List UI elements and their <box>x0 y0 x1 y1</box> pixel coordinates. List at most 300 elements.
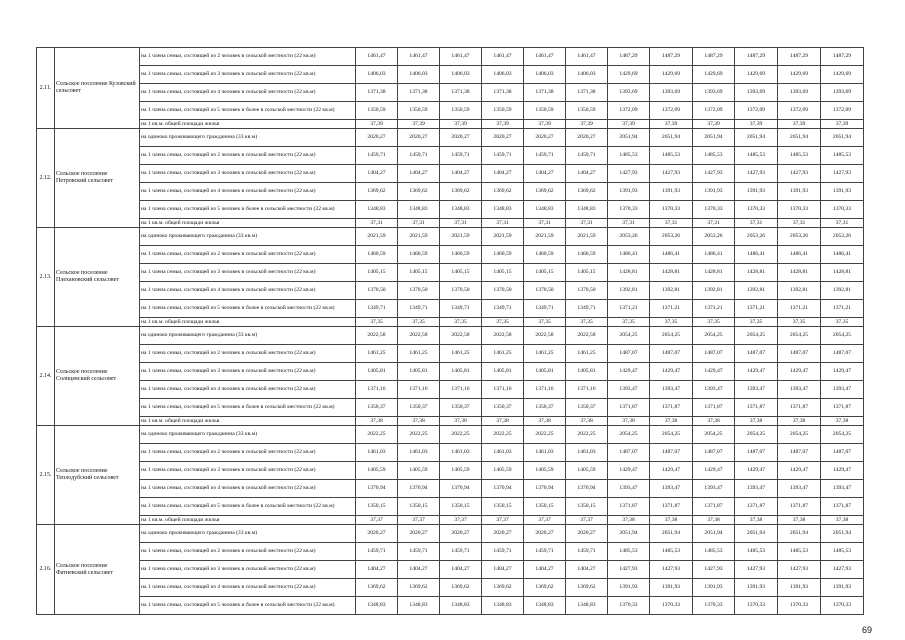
value-cell: 1371,16 <box>566 381 608 399</box>
group-code-cell: 2.12. <box>37 129 55 228</box>
value-cell: 1406,03 <box>356 66 398 84</box>
value-cell: 37,35 <box>735 318 778 327</box>
value-cell: 2021,59 <box>566 228 608 246</box>
value-cell: 1487,07 <box>735 444 778 462</box>
row-label-cell: на 1 члена семьи, состоящей из 2 человек в сельской местности (22 кв.м) <box>140 246 356 264</box>
value-cell: 1428,81 <box>778 264 821 282</box>
value-cell: 1428,81 <box>608 264 650 282</box>
value-cell: 37,37 <box>482 516 524 525</box>
value-cell: 37,39 <box>650 120 693 129</box>
value-cell: 2022,25 <box>566 426 608 444</box>
value-cell: 37,37 <box>398 516 440 525</box>
value-cell: 1392,81 <box>821 282 864 300</box>
value-cell: 1485,53 <box>608 543 650 561</box>
value-cell: 37,38 <box>821 417 864 426</box>
value-cell: 1372,09 <box>778 102 821 120</box>
table-row <box>37 399 864 417</box>
value-cell: 1370,50 <box>356 282 398 300</box>
value-cell: 1460,59 <box>566 246 608 264</box>
value-cell: 1348,83 <box>356 201 398 219</box>
value-cell: 37,35 <box>693 318 735 327</box>
value-cell: 1429,69 <box>693 66 735 84</box>
value-cell: 1427,93 <box>821 561 864 579</box>
row-label-cell: на 1 члена семьи, состоящей из 5 человек и более в сельской местности (22 кв.м) <box>140 300 356 318</box>
value-cell: 1371,87 <box>693 498 735 516</box>
value-cell: 2021,59 <box>440 228 482 246</box>
value-cell: 1391,93 <box>608 579 650 597</box>
value-cell: 2022,25 <box>482 426 524 444</box>
value-cell: 1405,15 <box>356 264 398 282</box>
settlement-name-cell: Сельское поселение Солнцевский сельсовет <box>55 327 140 426</box>
table-row <box>37 282 864 300</box>
value-cell: 1393,47 <box>735 480 778 498</box>
value-cell: 1427,93 <box>608 165 650 183</box>
value-cell: 1427,93 <box>778 165 821 183</box>
row-label-cell: на 1 члена семьи, состоящей из 2 человек в сельской местности (22 кв.м) <box>140 48 356 66</box>
value-cell: 37,38 <box>440 417 482 426</box>
value-cell: 1429,69 <box>650 66 693 84</box>
value-cell: 1460,59 <box>524 246 566 264</box>
table-row <box>37 597 864 615</box>
value-cell: 1370,94 <box>440 480 482 498</box>
value-cell: 2053,26 <box>735 228 778 246</box>
row-label-cell: на 1 члена семьи, состоящей из 3 человек в сельской местности (22 кв.м) <box>140 66 356 84</box>
value-cell: 1487,07 <box>821 345 864 363</box>
value-cell: 1371,87 <box>778 498 821 516</box>
value-cell: 1405,59 <box>356 462 398 480</box>
value-cell: 1370,50 <box>398 282 440 300</box>
value-cell: 1487,07 <box>608 444 650 462</box>
value-cell: 1371,87 <box>608 399 650 417</box>
value-cell: 1487,07 <box>650 444 693 462</box>
value-cell: 1391,93 <box>735 183 778 201</box>
value-cell: 1459,71 <box>398 543 440 561</box>
value-cell: 1350,15 <box>440 498 482 516</box>
value-cell: 1370,33 <box>608 201 650 219</box>
value-cell: 1487,07 <box>821 444 864 462</box>
value-cell: 2022,25 <box>398 426 440 444</box>
value-cell: 1460,59 <box>440 246 482 264</box>
table-row <box>37 84 864 102</box>
table-row <box>37 417 864 426</box>
value-cell: 1391,93 <box>735 579 778 597</box>
value-cell: 1350,37 <box>356 399 398 417</box>
value-cell: 2022,58 <box>440 327 482 345</box>
value-cell: 1461,03 <box>482 444 524 462</box>
value-cell: 1486,41 <box>778 246 821 264</box>
value-cell: 37,38 <box>821 516 864 525</box>
row-label-cell: на 1 члена семьи, состоящей из 4 человек в сельской местности (22 кв.м) <box>140 381 356 399</box>
value-cell: 1391,93 <box>778 183 821 201</box>
row-label-cell: на 1 члена семьи, состоящей из 2 человек в сельской местности (22 кв.м) <box>140 444 356 462</box>
value-cell: 1371,21 <box>608 300 650 318</box>
settlement-name-cell: Сельское поселение Теплодубский сельсовет <box>55 426 140 525</box>
table-row <box>37 561 864 579</box>
value-cell: 2022,25 <box>440 426 482 444</box>
value-cell: 1348,83 <box>524 201 566 219</box>
value-cell: 37,31 <box>821 219 864 228</box>
value-cell: 1393,47 <box>693 381 735 399</box>
table-row <box>37 579 864 597</box>
value-cell: 2022,58 <box>524 327 566 345</box>
value-cell: 1405,59 <box>482 462 524 480</box>
value-cell: 1348,83 <box>398 597 440 615</box>
value-cell: 1391,93 <box>608 183 650 201</box>
value-cell: 1460,59 <box>398 246 440 264</box>
settlement-name-cell: Сельское поселение Плехановский сельсовет <box>55 228 140 327</box>
value-cell: 1348,83 <box>482 597 524 615</box>
value-cell: 2020,27 <box>356 129 398 147</box>
value-cell: 1393,47 <box>778 381 821 399</box>
value-cell: 1371,16 <box>440 381 482 399</box>
value-cell: 1461,25 <box>524 345 566 363</box>
value-cell: 2022,58 <box>482 327 524 345</box>
table-row <box>37 516 864 525</box>
value-cell: 1461,47 <box>482 48 524 66</box>
value-cell: 2020,27 <box>566 129 608 147</box>
value-cell: 1349,71 <box>524 300 566 318</box>
value-cell: 37,35 <box>482 318 524 327</box>
value-cell: 1404,27 <box>398 165 440 183</box>
value-cell: 1348,83 <box>440 201 482 219</box>
value-cell: 2020,27 <box>524 525 566 543</box>
value-cell: 2051,94 <box>735 129 778 147</box>
value-cell: 2054,25 <box>778 426 821 444</box>
value-cell: 1349,71 <box>482 300 524 318</box>
value-cell: 37,38 <box>778 417 821 426</box>
value-cell: 1349,71 <box>566 300 608 318</box>
value-cell: 1370,33 <box>650 201 693 219</box>
value-cell: 1371,87 <box>778 399 821 417</box>
value-cell: 37,31 <box>735 219 778 228</box>
value-cell: 1485,53 <box>821 543 864 561</box>
value-cell: 37,31 <box>566 219 608 228</box>
table-row <box>37 201 864 219</box>
table-row <box>37 543 864 561</box>
value-cell: 1459,71 <box>524 147 566 165</box>
value-cell: 1350,59 <box>356 102 398 120</box>
value-cell: 1369,62 <box>356 183 398 201</box>
value-cell: 1459,71 <box>566 147 608 165</box>
value-cell: 1371,38 <box>566 84 608 102</box>
value-cell: 1461,47 <box>356 48 398 66</box>
value-cell: 1371,38 <box>398 84 440 102</box>
value-cell: 1369,62 <box>482 579 524 597</box>
row-label-cell: на 1 кв.м. общей площади жилья <box>140 417 356 426</box>
value-cell: 1404,27 <box>566 165 608 183</box>
table-row <box>37 480 864 498</box>
value-cell: 1350,59 <box>398 102 440 120</box>
value-cell: 37,38 <box>650 516 693 525</box>
value-cell: 1370,50 <box>440 282 482 300</box>
value-cell: 37,35 <box>821 318 864 327</box>
value-cell: 2020,27 <box>482 525 524 543</box>
value-cell: 1487,07 <box>693 345 735 363</box>
value-cell: 1486,41 <box>608 246 650 264</box>
value-cell: 1391,93 <box>821 183 864 201</box>
value-cell: 1486,41 <box>650 246 693 264</box>
value-cell: 1371,87 <box>821 399 864 417</box>
table-row <box>37 300 864 318</box>
value-cell: 37,38 <box>735 417 778 426</box>
value-cell: 37,38 <box>482 417 524 426</box>
value-cell: 1404,27 <box>482 165 524 183</box>
value-cell: 2022,58 <box>398 327 440 345</box>
value-cell: 1392,81 <box>778 282 821 300</box>
value-cell: 1405,15 <box>482 264 524 282</box>
value-cell: 37,39 <box>608 120 650 129</box>
value-cell: 1350,59 <box>524 102 566 120</box>
value-cell: 1372,09 <box>735 102 778 120</box>
value-cell: 37,35 <box>778 318 821 327</box>
value-cell: 1370,33 <box>778 597 821 615</box>
value-cell: 37,38 <box>356 417 398 426</box>
value-cell: 1429,47 <box>821 462 864 480</box>
table-row <box>37 525 864 543</box>
value-cell: 1404,27 <box>566 561 608 579</box>
value-cell: 1370,33 <box>735 597 778 615</box>
value-cell: 1370,33 <box>821 597 864 615</box>
value-cell: 2021,59 <box>482 228 524 246</box>
value-cell: 1348,83 <box>524 597 566 615</box>
value-cell: 2020,27 <box>356 525 398 543</box>
group-code-cell: 2.13. <box>37 228 55 327</box>
value-cell: 1371,21 <box>735 300 778 318</box>
value-cell: 1404,27 <box>524 561 566 579</box>
value-cell: 1348,83 <box>566 201 608 219</box>
value-cell: 1460,59 <box>356 246 398 264</box>
value-cell: 1369,62 <box>566 183 608 201</box>
value-cell: 1405,81 <box>440 363 482 381</box>
row-label-cell: на одиноко проживающего гражданина (33 кв.м) <box>140 327 356 345</box>
value-cell: 1406,03 <box>440 66 482 84</box>
value-cell: 1429,47 <box>650 462 693 480</box>
value-cell: 37,39 <box>566 120 608 129</box>
value-cell: 1350,59 <box>482 102 524 120</box>
value-cell: 1369,62 <box>356 579 398 597</box>
value-cell: 1487,29 <box>650 48 693 66</box>
value-cell: 1429,69 <box>735 66 778 84</box>
value-cell: 1460,59 <box>482 246 524 264</box>
value-cell: 1487,29 <box>778 48 821 66</box>
value-cell: 37,31 <box>778 219 821 228</box>
row-label-cell: на 1 члена семьи, состоящей из 2 человек в сельской местности (22 кв.м) <box>140 543 356 561</box>
value-cell: 37,38 <box>566 417 608 426</box>
table-row <box>37 426 864 444</box>
value-cell: 37,39 <box>398 120 440 129</box>
value-cell: 1370,94 <box>566 480 608 498</box>
row-label-cell: на 1 члена семьи, состоящей из 4 человек в сельской местности (22 кв.м) <box>140 579 356 597</box>
value-cell: 1487,29 <box>821 48 864 66</box>
value-cell: 1485,53 <box>693 147 735 165</box>
tariff-table-body <box>37 48 864 615</box>
value-cell: 1350,37 <box>524 399 566 417</box>
row-label-cell: на 1 члена семьи, состоящей из 3 человек в сельской местности (22 кв.м) <box>140 561 356 579</box>
value-cell: 1370,33 <box>608 597 650 615</box>
value-cell: 1372,09 <box>608 102 650 120</box>
value-cell: 2051,94 <box>778 525 821 543</box>
value-cell: 37,38 <box>693 516 735 525</box>
value-cell: 37,35 <box>650 318 693 327</box>
value-cell: 2051,94 <box>650 525 693 543</box>
value-cell: 1405,81 <box>524 363 566 381</box>
value-cell: 1371,21 <box>650 300 693 318</box>
value-cell: 1369,62 <box>566 579 608 597</box>
row-label-cell: на 1 члена семьи, состоящей из 5 человек и более в сельской местности (22 кв.м) <box>140 399 356 417</box>
value-cell: 1404,27 <box>356 165 398 183</box>
group-code-cell: 2.15. <box>37 426 55 525</box>
value-cell: 1459,71 <box>440 147 482 165</box>
row-label-cell: на 1 члена семьи, состоящей из 4 человек в сельской местности (22 кв.м) <box>140 183 356 201</box>
value-cell: 37,35 <box>440 318 482 327</box>
value-cell: 1459,71 <box>524 543 566 561</box>
value-cell: 2021,59 <box>398 228 440 246</box>
value-cell: 37,37 <box>440 516 482 525</box>
value-cell: 1427,93 <box>693 561 735 579</box>
value-cell: 37,35 <box>356 318 398 327</box>
value-cell: 1429,69 <box>608 66 650 84</box>
value-cell: 1459,71 <box>482 543 524 561</box>
value-cell: 37,39 <box>356 120 398 129</box>
value-cell: 1393,47 <box>608 381 650 399</box>
value-cell: 1370,33 <box>650 597 693 615</box>
value-cell: 1391,93 <box>693 579 735 597</box>
value-cell: 1404,27 <box>398 561 440 579</box>
value-cell: 1461,25 <box>566 345 608 363</box>
value-cell: 1369,62 <box>482 183 524 201</box>
settlement-name-cell: Сельское поселение Кузовский сельсовет <box>55 48 140 129</box>
value-cell: 37,39 <box>693 120 735 129</box>
row-label-cell: на 1 члена семьи, состоящей из 4 человек в сельской местности (22 кв.м) <box>140 480 356 498</box>
table-row <box>37 498 864 516</box>
table-row <box>37 264 864 282</box>
value-cell: 1350,15 <box>566 498 608 516</box>
value-cell: 1459,71 <box>482 147 524 165</box>
value-cell: 1393,69 <box>650 84 693 102</box>
value-cell: 1461,47 <box>440 48 482 66</box>
value-cell: 2054,25 <box>693 426 735 444</box>
value-cell: 2054,25 <box>608 426 650 444</box>
page-number: 69 <box>862 625 873 635</box>
value-cell: 1405,15 <box>566 264 608 282</box>
row-label-cell: на 1 члена семьи, состоящей из 5 человек и более в сельской местности (22 кв.м) <box>140 498 356 516</box>
value-cell: 1487,07 <box>778 345 821 363</box>
value-cell: 37,35 <box>398 318 440 327</box>
value-cell: 1371,16 <box>398 381 440 399</box>
value-cell: 1371,16 <box>356 381 398 399</box>
value-cell: 1350,59 <box>440 102 482 120</box>
value-cell: 1391,93 <box>821 579 864 597</box>
value-cell: 1370,94 <box>398 480 440 498</box>
value-cell: 37,37 <box>524 516 566 525</box>
value-cell: 1487,29 <box>693 48 735 66</box>
value-cell: 1427,93 <box>735 561 778 579</box>
value-cell: 1461,03 <box>440 444 482 462</box>
value-cell: 1429,69 <box>778 66 821 84</box>
value-cell: 2053,26 <box>650 228 693 246</box>
row-label-cell: на одиноко проживающего гражданина (33 кв.м) <box>140 228 356 246</box>
row-label-cell: на 1 члена семьи, состоящей из 3 человек в сельской местности (22 кв.м) <box>140 462 356 480</box>
value-cell: 1459,71 <box>356 147 398 165</box>
value-cell: 1461,47 <box>524 48 566 66</box>
value-cell: 1405,59 <box>440 462 482 480</box>
row-label-cell: на 1 кв.м. общей площади жилья <box>140 120 356 129</box>
value-cell: 1372,09 <box>650 102 693 120</box>
value-cell: 1405,15 <box>524 264 566 282</box>
value-cell: 1393,69 <box>821 84 864 102</box>
value-cell: 1393,69 <box>608 84 650 102</box>
value-cell: 1371,87 <box>821 498 864 516</box>
row-label-cell: на одиноко проживающего гражданина (33 кв.м) <box>140 525 356 543</box>
value-cell: 1427,93 <box>608 561 650 579</box>
value-cell: 1428,81 <box>693 264 735 282</box>
value-cell: 1349,71 <box>356 300 398 318</box>
value-cell: 1372,09 <box>821 102 864 120</box>
value-cell: 2020,27 <box>440 525 482 543</box>
value-cell: 1348,83 <box>440 597 482 615</box>
value-cell: 2051,94 <box>821 129 864 147</box>
value-cell: 37,39 <box>735 120 778 129</box>
table-row <box>37 102 864 120</box>
value-cell: 1371,38 <box>440 84 482 102</box>
value-cell: 37,31 <box>440 219 482 228</box>
value-cell: 1487,07 <box>778 444 821 462</box>
value-cell: 1348,83 <box>566 597 608 615</box>
value-cell: 2051,94 <box>608 129 650 147</box>
table-row <box>37 381 864 399</box>
value-cell: 2054,25 <box>608 327 650 345</box>
table-row <box>37 318 864 327</box>
value-cell: 1393,47 <box>693 480 735 498</box>
value-cell: 1371,87 <box>735 399 778 417</box>
value-cell: 2020,27 <box>524 129 566 147</box>
value-cell: 1371,38 <box>524 84 566 102</box>
group-code-cell: 2.11. <box>37 48 55 129</box>
value-cell: 37,38 <box>735 516 778 525</box>
value-cell: 1429,47 <box>650 363 693 381</box>
value-cell: 1371,38 <box>482 84 524 102</box>
settlement-name-cell: Сельское поселение Петровский сельсовет <box>55 129 140 228</box>
value-cell: 1427,93 <box>693 165 735 183</box>
settlement-name-cell: Сельское поселение Фатневский сельсовет <box>55 525 140 615</box>
tariff-table <box>36 47 864 615</box>
value-cell: 1371,16 <box>482 381 524 399</box>
value-cell: 1427,93 <box>735 165 778 183</box>
value-cell: 37,38 <box>778 516 821 525</box>
value-cell: 1429,47 <box>608 462 650 480</box>
value-cell: 1485,53 <box>650 147 693 165</box>
value-cell: 1370,50 <box>524 282 566 300</box>
value-cell: 1393,69 <box>693 84 735 102</box>
value-cell: 1429,47 <box>693 363 735 381</box>
value-cell: 37,31 <box>482 219 524 228</box>
value-cell: 1461,47 <box>398 48 440 66</box>
value-cell: 1350,15 <box>482 498 524 516</box>
value-cell: 1485,53 <box>778 147 821 165</box>
value-cell: 1369,62 <box>440 579 482 597</box>
value-cell: 1369,62 <box>524 579 566 597</box>
row-label-cell: на одиноко проживающего гражданина (33 кв.м) <box>140 129 356 147</box>
value-cell: 2054,25 <box>735 327 778 345</box>
value-cell: 1487,07 <box>693 444 735 462</box>
value-cell: 1459,71 <box>440 543 482 561</box>
value-cell: 2022,25 <box>356 426 398 444</box>
value-cell: 1350,37 <box>482 399 524 417</box>
value-cell: 1404,27 <box>440 561 482 579</box>
value-cell: 1350,15 <box>356 498 398 516</box>
value-cell: 1487,29 <box>735 48 778 66</box>
value-cell: 1429,47 <box>778 462 821 480</box>
